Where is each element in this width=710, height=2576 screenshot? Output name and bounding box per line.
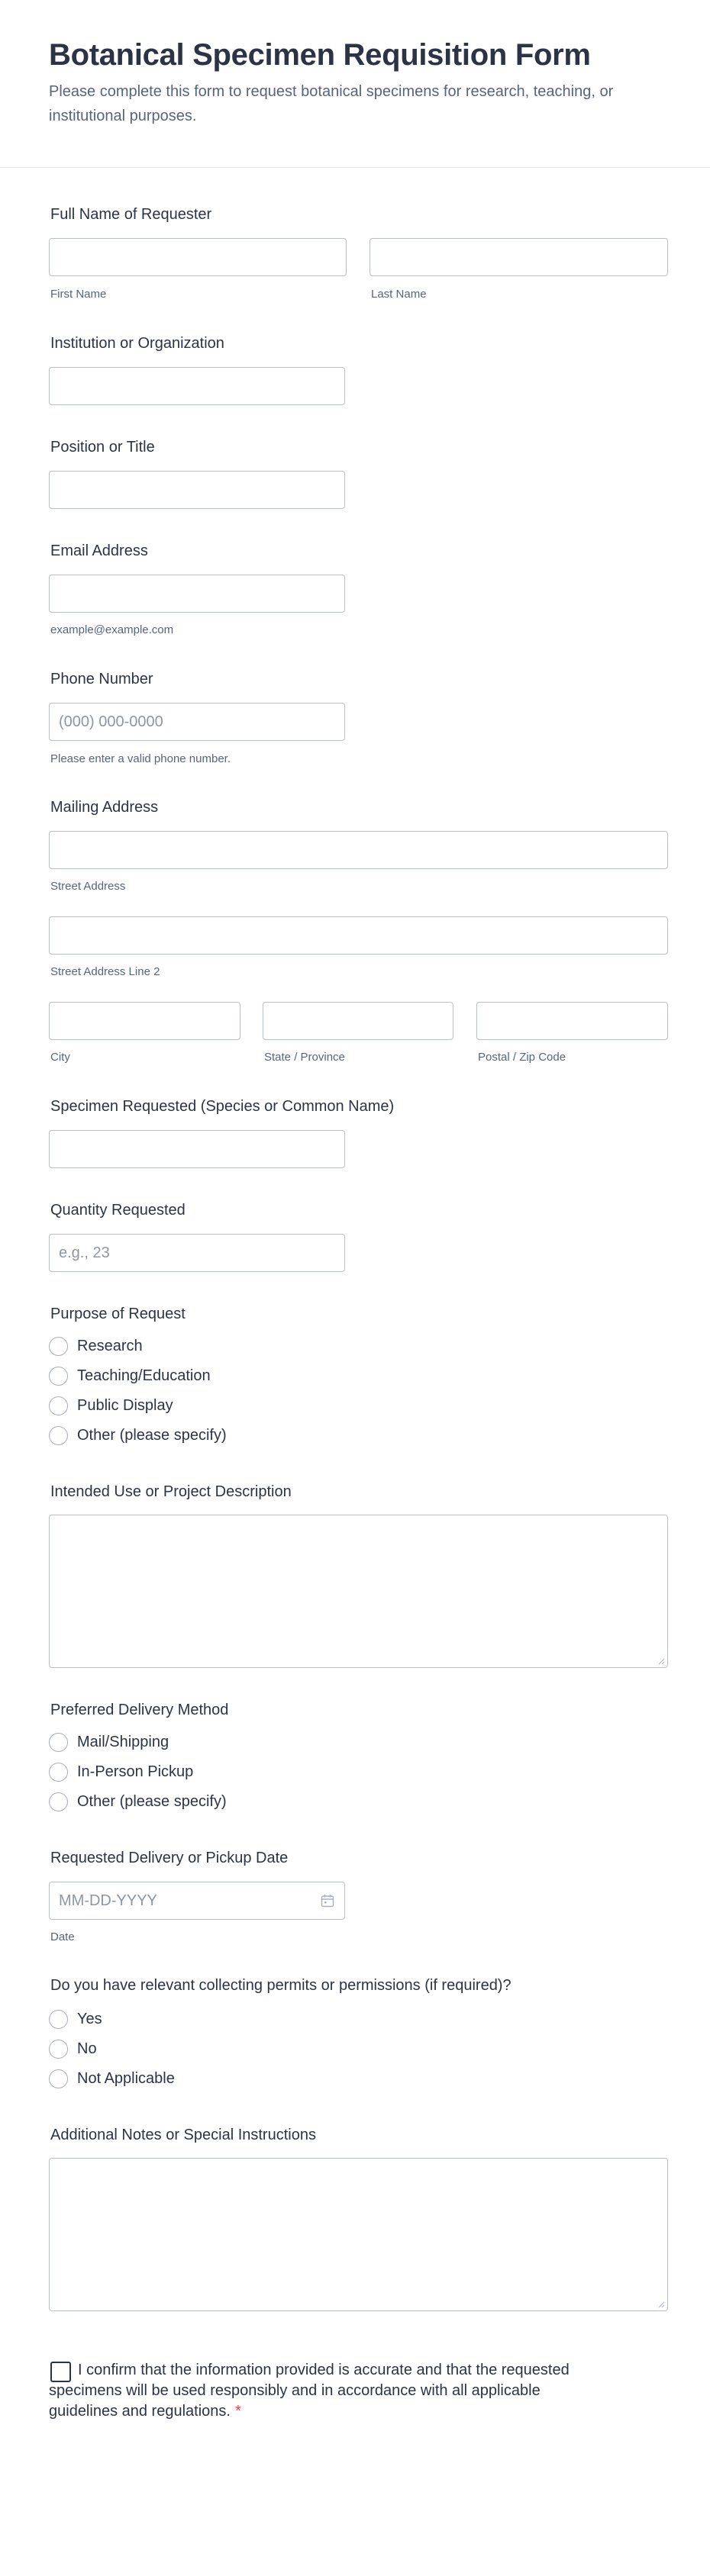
position-input[interactable]: [49, 471, 345, 509]
street-address-input[interactable]: [49, 831, 668, 869]
radio-button[interactable]: [49, 1733, 68, 1752]
radio-button[interactable]: [49, 1396, 68, 1415]
form-title: Botanical Specimen Requisition Form: [49, 38, 591, 72]
phone-placeholder: (000) 000-0000: [59, 713, 163, 730]
radio-label: In-Person Pickup: [77, 1763, 194, 1780]
date-placeholder: MM-DD-YYYY: [59, 1892, 157, 1909]
phone-sublabel: Please enter a valid phone number.: [50, 752, 231, 765]
city-sublabel: City: [50, 1051, 70, 1064]
specimen-input[interactable]: [49, 1130, 345, 1168]
specimen-label: Specimen Requested (Species or Common Name): [50, 1098, 395, 1115]
city-input[interactable]: [49, 1002, 240, 1040]
radio-button[interactable]: [49, 2010, 68, 2029]
address-label: Mailing Address: [50, 799, 159, 816]
radio-label: Public Display: [77, 1397, 173, 1414]
position-label: Position or Title: [50, 439, 155, 456]
intended-use-label: Intended Use or Project Description: [50, 1483, 292, 1500]
phone-input[interactable]: [49, 703, 345, 741]
resize-grip-icon[interactable]: [657, 2301, 665, 2308]
delivery-date-input[interactable]: [49, 1882, 345, 1920]
form-subtitle: Please complete this form to request botanical specimens for research, teaching, or institutional purposes.: [49, 83, 614, 124]
delivery-date-sublabel: Date: [50, 1930, 75, 1943]
street-address-line2-sublabel: Street Address Line 2: [50, 965, 160, 978]
notes-label: Additional Notes or Special Instructions: [50, 2127, 316, 2143]
radio-button[interactable]: [49, 1337, 68, 1356]
resize-grip-icon[interactable]: [657, 1657, 665, 1665]
intended-use-textarea[interactable]: [49, 1515, 668, 1668]
radio-label: Teaching/Education: [77, 1367, 211, 1384]
email-sublabel: example@example.com: [50, 623, 174, 636]
radio-button[interactable]: [49, 2040, 68, 2059]
radio-button[interactable]: [49, 1792, 68, 1811]
last-name-sublabel: Last Name: [371, 288, 427, 301]
confirm-text: I confirm that the information provided is accurate and that the requested specimens will be used responsibly and in accordance with all applicable guidelines and regulations.: [49, 2362, 570, 2420]
confirm-statement: [49, 2360, 599, 2422]
delivery-date-label: Requested Delivery or Pickup Date: [50, 1850, 289, 1866]
radio-label: Other (please specify): [77, 1793, 227, 1810]
street-address-sublabel: Street Address: [50, 880, 126, 893]
delivery-method-label: Preferred Delivery Method: [50, 1702, 229, 1718]
radio-label: Research: [77, 1338, 143, 1354]
street-address-line2-input[interactable]: [49, 916, 668, 955]
phone-label: Phone Number: [50, 671, 153, 687]
zip-sublabel: Postal / Zip Code: [478, 1051, 566, 1064]
institution-label: Institution or Organization: [50, 335, 224, 352]
purpose-label: Purpose of Request: [50, 1306, 186, 1322]
quantity-input[interactable]: [49, 1234, 345, 1272]
zip-input[interactable]: [476, 1002, 668, 1040]
radio-button[interactable]: [49, 1367, 68, 1386]
radio-label: Other (please specify): [77, 1427, 227, 1444]
radio-label: No: [77, 2040, 97, 2057]
radio-button[interactable]: [49, 2069, 68, 2088]
calendar-icon[interactable]: [320, 1893, 335, 1908]
full-name-label: Full Name of Requester: [50, 206, 212, 223]
state-input[interactable]: [263, 1002, 453, 1040]
radio-label: Mail/Shipping: [77, 1734, 169, 1750]
quantity-label: Quantity Requested: [50, 1202, 186, 1219]
first-name-input[interactable]: [49, 238, 347, 276]
last-name-input[interactable]: [370, 238, 668, 276]
institution-input[interactable]: [49, 367, 345, 405]
radio-label: Not Applicable: [77, 2070, 175, 2087]
radio-button[interactable]: [49, 1763, 68, 1782]
first-name-sublabel: First Name: [50, 288, 107, 301]
required-marker: *: [234, 2403, 241, 2420]
form-header: [0, 0, 710, 168]
radio-button[interactable]: [49, 1426, 68, 1445]
quantity-placeholder: e.g., 23: [59, 1245, 110, 1261]
email-label: Email Address: [50, 543, 148, 559]
notes-textarea[interactable]: [49, 2158, 668, 2311]
state-sublabel: State / Province: [264, 1051, 345, 1064]
permits-label: Do you have relevant collecting permits or permissions (if required)?: [50, 1977, 512, 1994]
email-input[interactable]: [49, 575, 345, 613]
radio-label: Yes: [77, 2011, 102, 2027]
